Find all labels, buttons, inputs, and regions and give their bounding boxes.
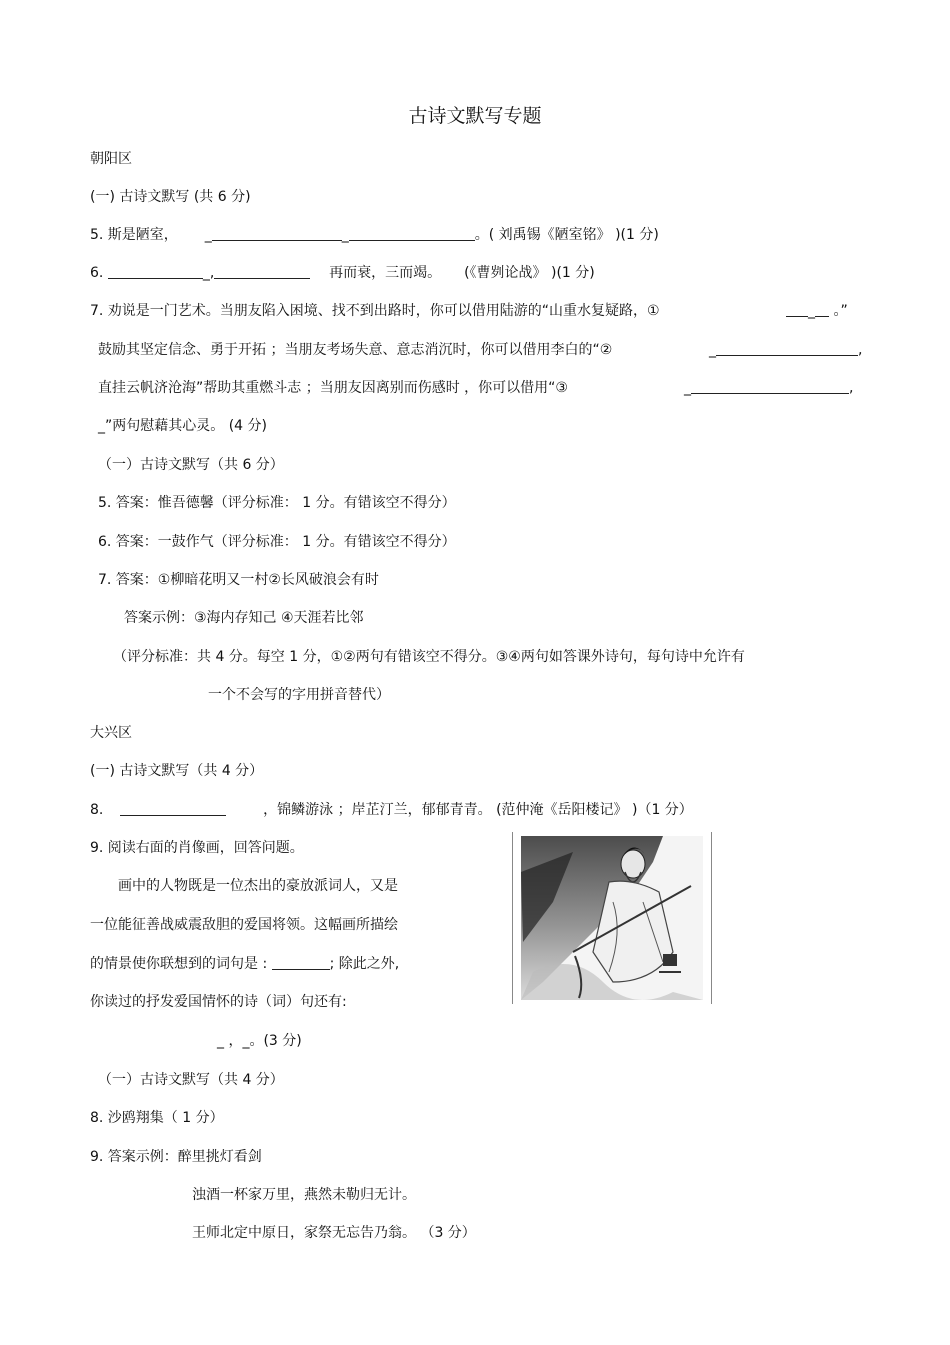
q9-line4-b: ; 除此之外,: [329, 956, 400, 972]
q7-line2-end: ,: [858, 342, 863, 358]
question-9-line-2: 画中的人物既是一位杰出的豪放派词人，又是: [118, 878, 398, 894]
q5-blank-1: [212, 226, 342, 241]
q9-blank: [272, 955, 330, 970]
q7-line3-text: 直挂云帆济沧海”帮助其重燃斗志 ；当朋友因离别而伤感时 ，你可以借用“③: [98, 380, 568, 396]
answer-7: 7. 答案：①柳暗花明又一村②长风破浪会有时: [98, 572, 379, 588]
district-daxing: 大兴区: [90, 725, 132, 741]
q7-mark-1: _: [808, 303, 815, 319]
q6-blank-1: [108, 264, 203, 279]
q7-blank-2: [716, 341, 858, 356]
q7-blank-1b: [815, 302, 829, 317]
section-heading-chaoyang: (一) 古诗文默写 (共 6 分): [90, 189, 251, 205]
question-7-line-1-blank: [786, 301, 848, 321]
question-7-line-3: [98, 378, 568, 398]
q7-blank-1a: [786, 302, 808, 317]
q6-mark: _,: [202, 265, 215, 281]
q7-line1-end: 。”: [833, 303, 848, 319]
question-7-line-3-blank: [684, 378, 853, 398]
q7-mark-3: _: [684, 380, 691, 396]
q7-line3-end: ,: [849, 380, 854, 396]
question-9-line-4: [90, 954, 399, 974]
q5-suffix: 。( 刘禹锡《陋室铭》 )(1 分): [474, 227, 659, 243]
portrait-illustration: [513, 832, 711, 1004]
q7-line4-text: ”两句慰藉其心灵。 (4 分): [105, 418, 267, 434]
answer-7-criteria-1: （评分标准：共 4 分。每空 1 分，①②两句有错该空不得分。③④两句如答课外诗句，每句诗中允许有: [113, 649, 745, 665]
q8-suffix: ，锦鳞游泳 ；岸芷汀兰，郁郁青青。 (范仲淹《岳阳楼记》 )（1 分）: [263, 802, 693, 818]
answers-heading-chaoyang: （一）古诗文默写（共 6 分）: [98, 457, 284, 473]
question-7-line-4: [98, 416, 267, 436]
answer-6: 6. 答案：一鼓作气（评分标准： 1 分。有错该空不得分）: [98, 534, 456, 550]
answer-7-criteria-2: 一个不会写的字用拼音替代）: [208, 687, 390, 703]
question-9-line-3: 一位能征善战威震敌胆的爱国将领。这幅画所描绘: [90, 917, 398, 933]
answer-5: 5. 答案：惟吾德馨（评分标准： 1 分。有错该空不得分）: [98, 495, 456, 511]
question-7-line-2-blank: [709, 340, 862, 360]
q7-mark-2: _: [709, 342, 716, 358]
section-heading-daxing: (一) 古诗文默写（共 4 分）: [90, 763, 264, 779]
q5-mark-2: _: [341, 227, 349, 243]
answer-7-example: 答案示例：③海内存知己 ④天涯若比邻: [124, 610, 364, 626]
question-5: [90, 225, 659, 245]
answer-9-line-3: 王师北定中原日，家祭无忘告乃翁。 （3 分）: [192, 1225, 476, 1241]
portrait-painting: [512, 832, 712, 1004]
q7-line2-text: 鼓励其坚定信念、勇于开拓 ；当朋友考场失意、意志消沉时，你可以借用李白的“②: [98, 342, 613, 358]
q9-line4-a: 的情景使你联想到的词句是 :: [90, 956, 268, 972]
q5-mark-1: _: [204, 227, 212, 243]
answer-9: 9. 答案示例：醉里挑灯看剑: [90, 1149, 262, 1165]
district-chaoyang: 朝阳区: [90, 151, 132, 167]
q7-mark-4: _: [98, 418, 105, 434]
question-9-line-1: 9. 阅读右面的肖像画，回答问题。: [90, 840, 304, 856]
q5-prefix: 5. 斯是陋室，: [90, 227, 178, 243]
q8-blank: [120, 801, 226, 816]
q5-blank-2: [349, 226, 475, 241]
q6-prefix: 6.: [90, 265, 104, 281]
q8-prefix: 8.: [90, 802, 104, 818]
question-9-line-5: 你读过的抒发爱国情怀的诗（词）句还有:: [90, 994, 347, 1010]
answer-9-line-2: 浊酒一杯家万里，燕然未勒归无计。: [192, 1187, 416, 1203]
q7-line1-text: 7. 劝说是一门艺术。当朋友陷入困境、找不到出路时，你可以借用陆游的“山重水复疑路，①: [90, 303, 660, 319]
question-7-line-1: [90, 301, 660, 321]
question-9-line-6: _ ，_。(3 分): [217, 1033, 302, 1049]
q6-blank-2: [214, 264, 310, 279]
answers-heading-daxing: （一）古诗文默写（共 4 分）: [98, 1072, 284, 1088]
page-title: 古诗文默写专题: [408, 105, 542, 127]
q6-suffix: (《曹刿论战》 )(1 分): [464, 265, 595, 281]
answer-8: 8. 沙鸥翔集（ 1 分）: [90, 1110, 224, 1126]
question-7-line-2: [98, 340, 612, 360]
q7-blank-3: [691, 379, 849, 394]
question-8: [90, 800, 693, 820]
q6-middle: 再而衰，三而竭。: [329, 265, 442, 281]
question-6: [90, 263, 595, 283]
